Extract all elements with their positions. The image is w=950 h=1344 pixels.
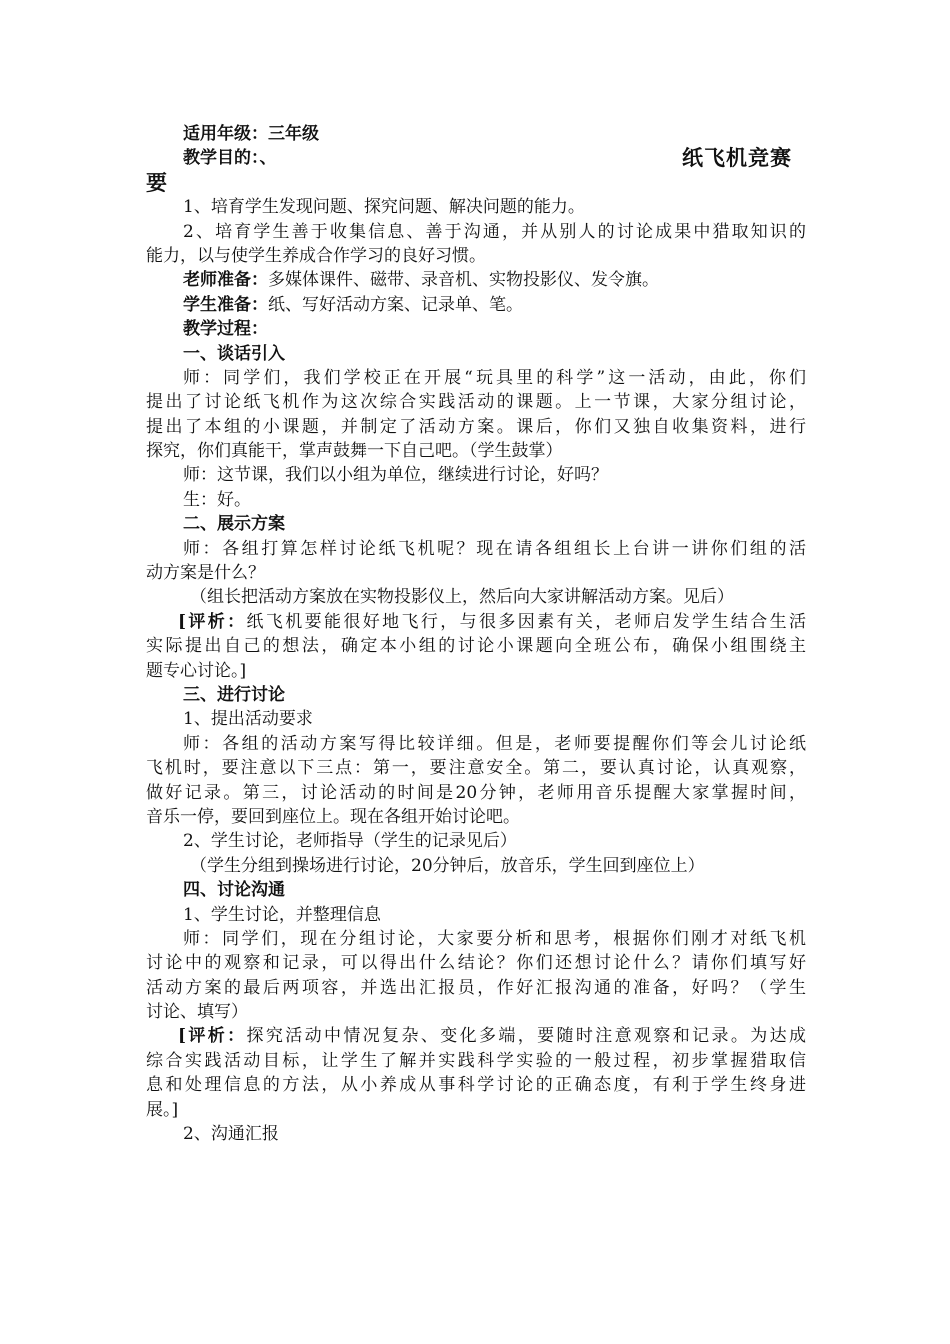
section-2-line: 师：各组打算怎样讨论纸飞机呢？现在请各组组长上台讲一讲你们组的活 — [183, 538, 806, 559]
section-2-heading: 二、展示方案 — [183, 514, 285, 535]
section-1-line: 提出了本组的小课题，并制定了活动方案。课后，你们又独自收集资料，进行 — [146, 416, 806, 437]
section-3-line: 音乐一停，要回到座位上。现在各组开始讨论吧。 — [146, 806, 520, 827]
section-2-line: 动方案是什么？ — [146, 563, 265, 584]
student-prep-label: 学生准备： — [183, 294, 268, 315]
section-4-line: 活动方案的最后两项容，并选出汇报员，作好汇报沟通的准备，好吗？（学生 — [146, 977, 806, 998]
section-3-heading: 三、进行讨论 — [183, 684, 285, 705]
document-page — [146, 122, 806, 1146]
comment-label: [评析： — [178, 611, 247, 632]
section-3-note: （学生分组到操场进行讨论，20分钟后，放音乐，学生回到座位上） — [190, 855, 705, 876]
section-4-comment — [146, 1024, 806, 1048]
comment-text: 探究活动中情况复杂、变化多端，要随时注意观察和记录。为达成 — [246, 1026, 807, 1047]
section-3-sub-1: 1、提出活动要求 — [183, 709, 313, 730]
section-4-sub-2: 2、沟通汇报 — [183, 1124, 279, 1145]
section-4-line: 讨论中的观察和记录，可以得出什么结论？你们还想讨论什么？请你们填写好 — [146, 953, 806, 974]
section-1-line-5: 师：这节课，我们以小组为单位，继续进行讨论，好吗？ — [183, 465, 608, 486]
section-2-comment-line: 实际提出自己的想法，确定本小组的讨论小课题向全班公布，确保小组围绕主 — [146, 636, 806, 657]
section-1-line: 探究，你们真能干，掌声鼓舞一下自己吧。（学生鼓掌） — [146, 441, 563, 462]
section-4-heading: 四、讨论沟通 — [183, 880, 285, 901]
goal-1: 1、培育学生发现问题、探究问题、解决问题的能力。 — [183, 197, 585, 218]
section-4-comment-line: 综合实践活动目标，让学生了解并实践科学实验的一般过程，初步掌握猎取信 — [146, 1050, 806, 1071]
purpose-label: 教学目的：、 — [183, 148, 277, 169]
section-1-heading: 一、谈话引入 — [183, 343, 285, 364]
section-1-line-6: 生：好。 — [183, 489, 251, 510]
section-4-comment-line: 息和处理信息的方法，从小养成从事科学讨论的正确态度，有利于学生终身进 — [146, 1075, 806, 1096]
comment-text: 纸飞机要能很好地飞行，与很多因素有关，老师启发学生结合生活 — [246, 611, 807, 632]
grade-line: 适用年级：三年级 — [183, 124, 319, 144]
section-3-line: 飞机时，要注意以下三点：第一，要注意安全。第二，要认真讨论，认真观察， — [146, 758, 806, 779]
title-tail: 要 — [146, 169, 167, 195]
title-tail-line — [146, 171, 806, 195]
section-2-comment-line: 题专心讨论。] — [146, 660, 247, 681]
section-4-sub-1: 1、学生讨论，并整理信息 — [183, 904, 381, 925]
teacher-prep-text: 多媒体课件、磁带、录音机、实物投影仪、发令旗。 — [268, 270, 659, 291]
goal-2-cont: 能力，以与使学生养成合作学习的良好习惯。 — [146, 245, 486, 266]
process-label: 教学过程： — [183, 319, 268, 340]
section-4-comment-line: 展。] — [146, 1099, 179, 1120]
section-1-line: 提出了讨论纸飞机作为这次综合实践活动的课题。上一节课，大家分组讨论， — [146, 392, 806, 413]
document-title: 纸飞机竞赛 — [682, 145, 792, 171]
section-3-line: 师：各组的活动方案写得比较详细。但是，老师要提醒你们等会儿讨论纸 — [183, 733, 806, 754]
section-1-line: 师：同学们，我们学校正在开展“玩具里的科学”这一活动，由此，你们 — [183, 367, 806, 388]
goal-2: 2、培育学生善于收集信息、善于沟通，并从别人的讨论成果中猎取知识的 — [183, 221, 806, 242]
teacher-prep-label: 老师准备： — [183, 270, 268, 291]
section-2-comment — [146, 610, 806, 634]
student-prep — [146, 293, 806, 317]
section-4-line: 讨论、填写） — [146, 1002, 248, 1023]
student-prep-text: 纸、写好活动方案、记录单、笔。 — [268, 294, 523, 315]
teacher-prep — [146, 268, 806, 292]
purpose-title-row — [146, 146, 806, 170]
section-2-note: （组长把活动方案放在实物投影仪上，然后向大家讲解活动方案。见后） — [190, 587, 734, 608]
section-3-sub-2: 2、学生讨论，老师指导（学生的记录见后） — [183, 831, 517, 852]
section-4-line: 师：同学们，现在分组讨论，大家要分析和思考，根据你们刚才对纸飞机 — [183, 928, 806, 949]
section-3-line: 做好记录。第三，讨论活动的时间是20分钟，老师用音乐提醒大家掌握时间， — [146, 782, 806, 803]
comment-label: [评析： — [178, 1026, 247, 1047]
